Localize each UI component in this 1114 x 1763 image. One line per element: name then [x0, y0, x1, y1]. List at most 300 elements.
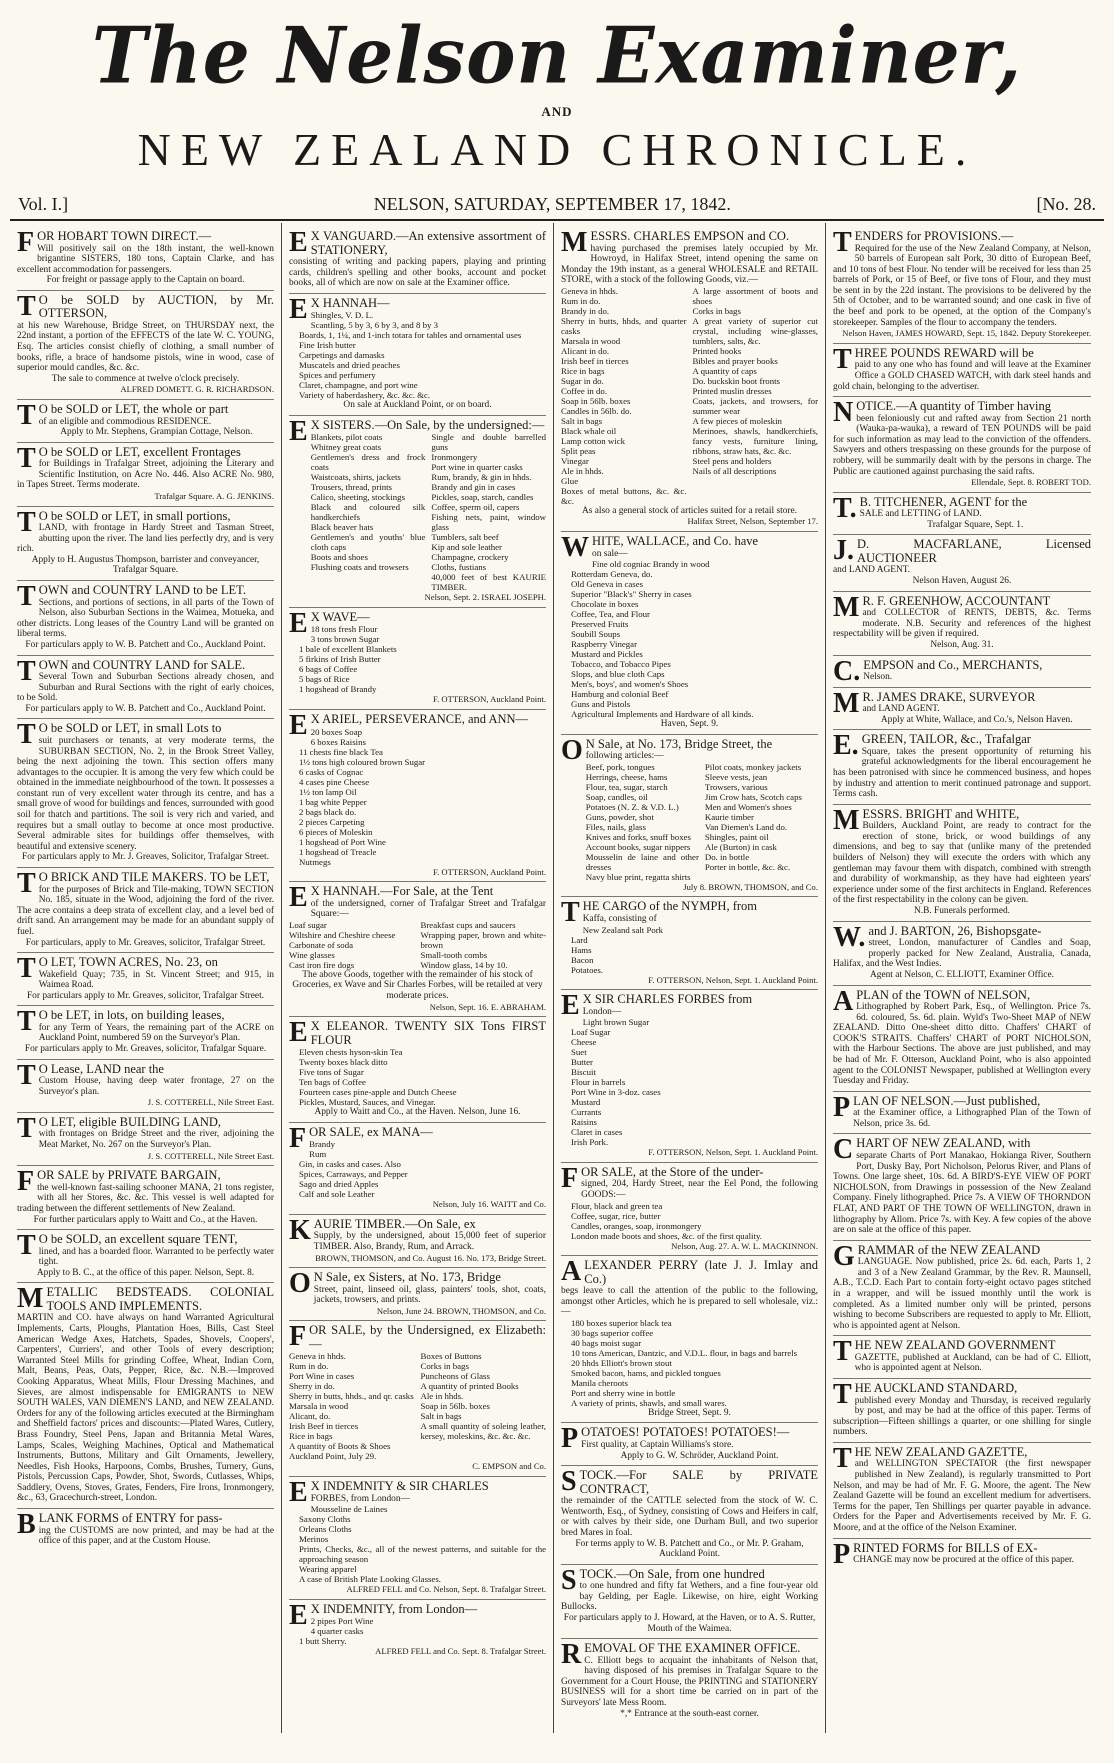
ad-headline: TO be LET, in lots, on building leases, [17, 1006, 225, 1038]
goods-item: 1 hogshead of Port Wine [299, 836, 386, 847]
advertisement [561, 897, 818, 990]
goods-item: Merinoes, shawls, handkerchiefs, fancy vests, furniture lining, ribbons, straw hats, &c. &c. [692, 425, 818, 456]
goods-item: Wine glasses [289, 949, 335, 960]
goods-item: Twenty boxes black ditto [299, 1057, 388, 1068]
goods-item: Pickles, Mustard, Sauces, and Vinegar. [299, 1097, 436, 1108]
goods-item: Smoked bacon, hams, and pickled tongues [571, 1367, 721, 1378]
goods-item: Nails of all descriptions [692, 465, 777, 476]
advertisement [833, 344, 1091, 397]
goods-list [299, 1616, 546, 1646]
ad-headline: PRINTED FORMS for BILLS of EX- [833, 1538, 1038, 1570]
ad-note: For particulars apply to J. Howard, at the Haven, or to A. S. Rutter, Mouth of the Waimea. [563, 1613, 816, 1634]
ad-headline: EX SISTERS.—On Sale, by the undersigned:— [289, 415, 545, 447]
goods-item: Bacon [571, 954, 594, 965]
goods-item: Men's, boys', and women's Shoes [571, 679, 689, 690]
ad-body: SALE and LETTING of LAND. [859, 509, 982, 520]
goods-item: Salt in bags [420, 1411, 462, 1422]
advertisement [17, 1230, 274, 1283]
goods-item: Five tons of Sugar [299, 1067, 364, 1078]
ad-signature: C. EMPSON and Co. [472, 1461, 546, 1472]
ad-headline: KAURIE TIMBER.—On Sale, ex [289, 1214, 476, 1246]
goods-item: 10 tons American, Dantzic, and V.D.L. flour, in bags and barrels [571, 1347, 798, 1358]
ad-body: at the Examiner office, a Lithographed Plan of the Town of Nelson, price 3s. 6d. [853, 1108, 1091, 1129]
goods-item: 6 bags of Coffee [299, 664, 358, 675]
ad-headline: METALLIC BEDSTEADS. COLONIAL TOOLS AND IMPLEMENTS. [17, 1283, 274, 1315]
goods-item: Flour in barrels [571, 1077, 626, 1088]
goods-item: Rice in bags [289, 1431, 333, 1442]
goods-item: 30 bags superior coffee [571, 1327, 654, 1338]
goods-item: Cheese [571, 1037, 597, 1048]
goods-item: A variety of prints, shawls, and small wares. [571, 1397, 727, 1408]
ad-signature: Nelson Haven, JAMES HOWARD, Sept. 15, 1842. Deputy Storekeeper. [842, 328, 1091, 339]
goods-item: Butter [571, 1057, 593, 1068]
advertisement [833, 688, 1091, 731]
ad-body: the well-known fast-sailing schooner MANA, 21 tons register, with all her Stores, &c. &c. This vessel is well adapted for trading between the different settlements of New Zealand. [17, 1182, 274, 1214]
ad-headline: THE NEW ZEALAND GOVERNMENT [833, 1336, 1056, 1368]
goods-list [571, 1318, 818, 1408]
goods-list [421, 1351, 547, 1461]
column-2 [282, 223, 554, 1733]
goods-item: Boards, 1, 1¼, and 1-inch totara for tables and ornamental uses [299, 330, 522, 341]
ad-body: suit purchasers or tenants, at very moderate terms, the SUBURBAN SECTION, No. 2, in the Brook Street Valley, being the next adjoining the town. This section offers many advantages to the occupier. It is among the very few which could be obtained in the immediate neighbourhood of the town. It possesses a constant run of very excellent water through its centre, and has a small grove of wood for buildings and fences, surrounded with good soil for thatch and partitions. The soil is very rich and varied, and requires but a small outlay to become at once most productive. Several admirable sites for buildings offer themselves, with beautiful and extensive scenery. [17, 735, 274, 852]
goods-item: Wiltshire and Cheshire cheese [289, 929, 396, 940]
ad-note: For particulars apply to Mr. Greaves, solicitor, Trafalgar Street. [26, 990, 265, 1001]
goods-item: Port wine in quarter casks [431, 462, 523, 473]
goods-item: Claret, champagne, and port wine [299, 380, 418, 391]
dateline [10, 194, 1104, 221]
ad-headline: TOWN and COUNTRY LAND to be LET. [17, 581, 246, 613]
ad-body: MARTIN and CO. have always on hand Warranted Agricultural Implements, Carts, Ploughs, Plantation Hoes, Bills, Cast Steel American Wedge Axes, Hatchets, Spades, Shovels, Coopers', Carpenters', Curriers', and other Tools of every description; Warranted Steel Mills for grinding Coffee, Wheat, Indian Corn, Malt, Beans, Peas, Oats, Pepper, Rice, &c. N.B.—Improved Cooking Apparatus, Wheat Mills, Flour Dressing Machines, and Sieves, are almost indispensable for EMIGRANTS to NEW SOUTH WALES, VAN DIEMEN'S LAND, and NEW ZEALAND. Orders for any of the following articles executed at the Birmingham and Sheffield factors' prices and discounts:—Plated Wares, Cutlery, Brass Foundry, Steel Pens, Japan and Britannia Metal Wares, Lamps, Scales, Weighing Machines, Optical and Mathematical Instruments, Buttons, Military and Gilt Ornaments, Jewellery, Needles, Fish Hooks, Harpoons, Combs, Brushes, Turnery, Guns, Pistols, Percussion Caps, Powder, Shot, Swords, Cutlasses, Whips, Saddlery, Ovens, Stoves, Grates, Fenders, Fire Irons, Ironmongery, &c., 63, Gracechurch-street, London. [17, 1313, 274, 1504]
ad-headline: REMOVAL OF THE EXAMINER OFFICE. [561, 1639, 801, 1671]
goods-item: Do. in bottle [704, 851, 750, 862]
advertisement [833, 592, 1091, 656]
ad-headline: EX WAVE— [289, 607, 370, 639]
goods-item: Blankets, pilot coats [310, 432, 383, 443]
goods-item: Raisins [571, 1117, 597, 1128]
goods-item: 3 tons brown Sugar [310, 634, 380, 645]
ad-note: Apply to H. Augustus Thompson, barrister and conveyancer, Trafalgar Square. [31, 554, 260, 576]
advertisement [289, 1215, 546, 1268]
goods-item: Sugar in do. [561, 375, 604, 386]
advertisement [833, 656, 1091, 688]
goods-item: Breakfast cups and saucers [420, 919, 516, 930]
goods-item: Glue [561, 475, 579, 486]
ad-headline: MR. JAMES DRAKE, SURVEYOR [833, 687, 1036, 719]
ad-note: For terms apply to W. B. Patchett and Co., or Mr. P. Graham, Auckland Point. [575, 1538, 804, 1560]
advertisement [833, 986, 1091, 1092]
goods-item: Port Wine in cases [289, 1371, 355, 1382]
ad-body: signed, 204, Hardy Street, near the Eel Pond, the following GOODS:— [581, 1179, 818, 1200]
goods-item: Gin, in casks and cases. Also [299, 1159, 401, 1170]
advertisement [833, 227, 1091, 344]
ad-headline: GRAMMAR of the NEW ZEALAND [833, 1240, 1041, 1272]
goods-item: Calico, sheeting, stockings [310, 492, 405, 503]
advertisement [289, 1477, 546, 1600]
ad-note: Trafalgar Square, Sept. 1. [927, 519, 1024, 530]
ad-signature: J. S. COTTERELL, Nile Street East. [147, 1097, 274, 1108]
goods-item: Printed muslin dresses [692, 385, 772, 396]
ad-headline: MR. F. GREENHOW, ACCOUNTANT [833, 591, 1051, 623]
advertisement [561, 735, 818, 898]
ad-signature: ALFRED FELL and Co. Nelson, Sept. 8. Trafalgar Street. [346, 1584, 546, 1595]
ad-note: Agent at Nelson, C. ELLIOTT, Examiner Office. [870, 969, 1054, 980]
ad-headline: TO BRICK AND TILE MAKERS. TO be LET, [17, 868, 270, 900]
goods-item: Potatoes. [571, 964, 604, 975]
goods-item: Account books, sugar nippers [585, 841, 691, 852]
goods-item: 20 boxes Soap [310, 726, 362, 737]
goods-item: Biscuit [571, 1067, 596, 1078]
goods-item: Single and double barrelled guns [431, 432, 546, 453]
goods-item: Coffee, sperm oil, capers [431, 502, 520, 513]
volume-label: Vol. I.] [18, 194, 69, 214]
goods-item: Porter in bottle, &c. &c. [704, 861, 791, 872]
ad-headline: EX ARIEL, PERSEVERANCE, and ANN— [289, 710, 529, 742]
ad-body: street, London, manufacturer of Candles and Soap, properly packed for New Zealand, Australia, Canada, Halifax, and the West Indies. [833, 938, 1091, 970]
goods-item: Wearing apparel [299, 1564, 357, 1575]
ad-headline: TOWN and COUNTRY LAND for SALE. [17, 655, 246, 687]
goods-item: A case of British Plate Looking Glasses. [299, 1574, 441, 1585]
goods-list [571, 1201, 818, 1241]
columns [10, 223, 1104, 1733]
goods-item: Agricultural Implements and Hardware of all kinds. [571, 709, 754, 720]
column-4 [826, 223, 1098, 1733]
goods-item: Corks in bags [692, 305, 741, 316]
goods-item: Manila cheroots [571, 1377, 628, 1388]
ad-headline: THE NEW ZEALAND GAZETTE, [833, 1442, 1028, 1474]
ad-note: The above Goods, together with the remainder of his stock of Groceries, ex Wave and Sir Charles Forbes, will be retailed at very moderate prices. [292, 969, 543, 1002]
advertisement [17, 953, 274, 1006]
ad-note: Apply to G. W. Schröder, Auckland Point. [620, 1450, 779, 1461]
ad-headline: POTATOES! POTATOES! POTATOES!— [561, 1423, 790, 1455]
goods-columns [586, 762, 818, 882]
goods-item: Fishing nets, paint, window glass [431, 512, 546, 533]
ad-body: Will positively sail on the 18th instant, the well-known brigantine SISTERS, 180 tons, Captain Clarke, and has excellent accommodation for passengers. [17, 243, 274, 275]
goods-item: Kaurie timber [704, 811, 754, 822]
ad-headline: C.EMPSON and Co., MERCHANTS, [833, 655, 1043, 687]
ad-signature: Trafalgar Square. A. G. JENKINS. [154, 491, 274, 501]
goods-item: Soubill Soups [571, 629, 621, 640]
goods-item: Navy blue print, regatta shirts [585, 871, 691, 882]
goods-item: 5 firkins of Irish Butter [299, 654, 381, 665]
ad-body: lined, and has a boarded floor. Warranted to be perfectly water tight. [38, 1246, 274, 1268]
ad-headline: FOR SALE, by the Undersigned, ex Elizabeth:— [289, 1321, 546, 1353]
newspaper-subtitle: NEW ZEALAND CHRONICLE. [137, 124, 977, 175]
issue-number: [No. 28. [1036, 194, 1096, 214]
goods-item: Ten bags of Coffee [299, 1077, 366, 1088]
ad-body: having purchased the premises lately occupied by Mr. Howroyd, in Halifax Street, intend opening the same on Monday the 19th instant, as a general WHOLESALE and RETAIL STORE, with a stock of the following Goods, viz.— [561, 243, 818, 286]
ad-body: separate Charts of Port Manakao, Hokianga River, Southern Port, Dusky Bay, Port Nicholson, Pelorus River, and Plans of Towns. One large sheet, 10s. 6d. A BIRD'S-EYE VIEW OF PORT NICHOLSON, from Drawings in possession of the New Zealand Company. Finely lithographed. Price 7s. A VIEW OF THORNDON FLAT, AND PART OF THE TOWN OF WELLINGTON, drawn in lithography by Allom. Price 7s. with Key. A few copies of the above are on sale at the office of this paper. [833, 1150, 1091, 1236]
ad-headline: WHITE, WALLACE, and Co. have [561, 532, 759, 564]
goods-item: London made boots and shoes, &c. of the first quality. [571, 1230, 762, 1241]
ad-body: LAND, with frontage in Hardy Street and Tasman Street, abutting upon the river. The land lies perfectly dry, and is very rich. [17, 523, 274, 555]
ad-headline: THE AUCKLAND STANDARD, [833, 1379, 1018, 1411]
advertisement [833, 535, 1091, 591]
goods-item: Boxes of metal buttons, &c. &c. &c. [561, 485, 687, 506]
ad-headline: TO LET, eligible BUILDING LAND, [17, 1112, 222, 1144]
goods-item: Muscatels and dried peaches [299, 360, 400, 371]
ad-body: Custom House, having deep water frontage, 27 on the Surveyor's plan. [38, 1076, 274, 1097]
goods-item: Steel pens and holders [692, 455, 772, 466]
goods-item: Rum [309, 1149, 327, 1160]
ad-headline: EX HANNAH.—For Sale, at the Tent [289, 882, 494, 914]
goods-item: Bibles and prayer books [692, 355, 778, 366]
goods-item: Shingles, paint oil [704, 831, 769, 842]
goods-item: Spices and perfumery [299, 370, 376, 381]
goods-item: Window glass, 14 by 10. [420, 959, 508, 970]
goods-item: Candles, oranges, soap, ironmongery [571, 1220, 702, 1231]
goods-item: Split peas [561, 445, 596, 456]
goods-item: Brandy in do. [561, 305, 610, 316]
goods-item: Cast iron fire dogs [289, 959, 355, 970]
advertisement [17, 581, 274, 655]
goods-columns [289, 920, 546, 970]
ad-headline: EX VANGUARD.—An extensive assortment of STATIONERY, [289, 227, 546, 258]
ad-body: for any Term of Years, the remaining part of the ACRE on Auckland Point, numbered 59 on the Surveyor's Plan. [38, 1022, 274, 1044]
goods-item: Ale in hhds. [420, 1391, 464, 1402]
goods-item: Flour, tea, sugar, starch [585, 781, 668, 792]
goods-item: Black whale oil [561, 425, 617, 436]
advertisement [833, 1241, 1091, 1337]
ad-headline: TENDERS for PROVISIONS.— [833, 227, 1014, 258]
ad-body: LANGUAGE. Now published, price 2s. 6d. each, Parts 1, 2 and 3 of a New Zealand Grammar, by the Rev. R. Maunsell, A.B., T.C.D. Each Part to contain forty-eight octavo pages stitched in a wrapper, and will be issued monthly until the work is completed. As a limited number only will be printed, persons wishing to become Subscribers are requested to apply to Mr. Elliott, who is appointed agent at Nelson. [833, 1257, 1091, 1331]
goods-list [571, 559, 818, 719]
advertisement [561, 1163, 818, 1256]
goods-list [561, 286, 687, 506]
advertisement [561, 1423, 818, 1466]
ad-headline: MESSRS. CHARLES EMPSON and CO. [561, 227, 790, 258]
goods-item: A few pieces of moleskin [692, 415, 782, 426]
goods-item: A great variety of superior cut crystal, including wine-glasses, tumblers, salts, &c. [692, 315, 818, 346]
goods-item: Mustard and Pickles [571, 649, 643, 660]
goods-item: Black and coloured silk handkerchiefs [310, 502, 426, 523]
ad-body: London— [582, 1006, 622, 1017]
advertisement [17, 1509, 274, 1551]
goods-item: A small quantity of soleing leather, kersey, moleskins, &c. &c. &c. [420, 1421, 546, 1442]
ad-headline: ON Sale, at No. 173, Bridge Street, the [561, 734, 773, 766]
goods-item: Whitney great coats [310, 442, 382, 453]
goods-item: Pickles, soap, starch, candles [431, 492, 534, 503]
goods-item: Trousers, thread, prints [310, 482, 392, 493]
goods-item: 1½ tons high coloured brown Sugar [299, 756, 426, 767]
ad-body: FORBES, from London— [310, 1493, 410, 1504]
goods-item: Alicant, do. [289, 1411, 331, 1422]
goods-item: 40,000 feet of best KAURIE TIMBER. [431, 572, 546, 593]
goods-item: Coffee, sugar, rice, butter [571, 1210, 661, 1221]
goods-item: Boots and shoes [310, 552, 368, 563]
advertisement [289, 1321, 546, 1477]
goods-item: Scantling, 5 by 3, 6 by 3, and 8 by 3 [310, 320, 438, 331]
advertisement [561, 1565, 818, 1639]
ad-body: of the undersigned, corner of Trafalgar Street and Trafalgar Square:— [310, 898, 546, 920]
goods-item: Rum in do. [289, 1361, 329, 1372]
goods-item: Soap, candles, oil [585, 791, 648, 802]
goods-item: Fourteen cases pine-apple and Dutch Cheese [299, 1087, 457, 1098]
ad-headline: CHART OF NEW ZEALAND, with [833, 1134, 1031, 1166]
ad-signature: July 8. BROWN, THOMSON, and Co. [683, 881, 818, 892]
goods-item: Coffee, Tea, and Flour [571, 609, 650, 620]
goods-item: Van Diemen's Land do. [704, 821, 788, 832]
ad-body: and COLLECTOR of RENTS, DEBTS, &c. Terms moderate. N.B. Security and references of the highest respectability will be given if required. [833, 608, 1091, 640]
goods-item: Currants [571, 1107, 602, 1118]
goods-item: New Zealand salt Pork [582, 924, 664, 935]
advertisement [17, 507, 274, 581]
goods-list [431, 432, 546, 592]
goods-item: Eleven chests hyson-skin Tea [299, 1047, 403, 1058]
advertisement [833, 1539, 1091, 1570]
advertisement [289, 608, 546, 710]
ad-signature: Nelson, July 16. WAITT and Co. [432, 1199, 546, 1210]
ad-body: Wakefield Quay; 735, in St. Vincent Street; and 915, in Waimea Road. [38, 969, 274, 991]
ad-signature: ALFRED FELL and Co. Sept. 8. Trafalgar Street. [375, 1646, 546, 1657]
ad-note: Haven, Sept. 9. [660, 719, 719, 730]
goods-item: Lard [571, 934, 588, 945]
goods-list [586, 762, 699, 882]
advertisement [289, 294, 546, 416]
goods-item: Merinos [299, 1534, 329, 1545]
advertisement [833, 1443, 1091, 1539]
goods-item: Hams [571, 944, 592, 955]
ad-body: GAZETTE, published at Auckland, can be had of C. Elliott, who is appointed agent at Nelson. [854, 1352, 1091, 1374]
ad-body: Required for the use of the New Zealand Company, at Nelson, 50 barrels of European salt Pork, 30 ditto of European Beef, and 10 tons of best Flour. No tender will be received for less than 25 barrels of Pork, or 15 of Beef, or five tons of Flour, and they must be sent in by the 22d instant. The provisions to be delivered by the 5th of October, and to be warranted sound; and one cask in five of the beef and pork to be opened, at the option of the Company's storekeeper. Samples of the flour to accompany the tenders. [833, 243, 1091, 328]
goods-item: Superior "Black's" Sherry in cases [571, 589, 692, 600]
goods-item: 4 quarter casks [310, 1626, 364, 1637]
advertisement [17, 1113, 274, 1166]
goods-item: 1 bale of excellent Blankets [299, 644, 397, 655]
goods-item: 180 boxes superior black tea [571, 1317, 672, 1328]
goods-item: Variety of haberdashery, &c. &c. &c. [299, 390, 431, 401]
advertisement [561, 1466, 818, 1565]
goods-item: Sherry in do. [289, 1381, 335, 1392]
ad-note: On sale at Auckland Point, or on board. [343, 400, 492, 411]
goods-list [299, 1047, 546, 1107]
goods-list [289, 920, 415, 970]
advertisement [561, 227, 818, 532]
advertisement [17, 1006, 274, 1059]
ad-headline: EX INDEMNITY & SIR CHARLES [289, 1477, 489, 1509]
goods-item: Irish Pork. [571, 1137, 609, 1148]
goods-list [299, 310, 546, 400]
goods-item: Flushing coats and trowsers [310, 562, 409, 573]
ad-note: N.B. Funerals performed. [913, 906, 1011, 917]
ad-body: Sections, and portions of sections, in all parts of the Town of Nelson, also Suburban Sections in the Waimea, Motueka, and other districts. Long leases of the Country Land will be granted on liberal terms. [17, 597, 274, 640]
ad-signature: F. OTTERSON, Nelson, Sept. 1. Auckland Point. [648, 1147, 818, 1158]
goods-item: A large assortment of boots and shoes [692, 285, 818, 306]
goods-item: Guns, powder, shot [585, 811, 654, 822]
ad-headline: TO be SOLD or LET, excellent Frontages [17, 442, 241, 474]
goods-item: Herrings, cheese, hams [585, 771, 668, 782]
ad-signature: Nelson, Aug. 27. A. W. L. MACKINNON. [671, 1240, 818, 1251]
goods-item: Ironmongery [431, 452, 478, 463]
ad-body: Builders, Auckland Point, are ready to contract for the erection of stone, brick, or wood buildings of any dimensions, and beg to say that (unlike many of the pretended builders of Nelson) they will execute the orders with which any gentleman may favour them with dispatch, combined with strength and durability of workmanship, as they have had eighteen years' experience under some of the first architects in England. References of the first respectability in the colony can be given. [833, 821, 1091, 906]
advertisement [833, 730, 1091, 804]
goods-item: Coats, jackets, and trowsers, for summer wear [692, 395, 818, 416]
ad-headline: TO be SOLD, an excellent square TENT, [17, 1230, 238, 1262]
ad-body: Supply, by the undersigned, about 15,000 feet of superior TIMBER. Also, Brandy, Rum, and Arrack. [313, 1231, 546, 1252]
goods-item: Shingles, V. D. L. [310, 310, 374, 321]
goods-item: 20 hhds Elliott's brown stout [571, 1357, 672, 1368]
ad-headline: TO be SOLD or LET, in small portions, [17, 506, 231, 538]
goods-item: 6 pieces of Moleskin [299, 826, 373, 837]
masthead [10, 10, 1104, 176]
newspaper-title: The Nelson Examiner, [91, 10, 1023, 102]
advertisement [17, 400, 274, 443]
goods-item: Rum in do. [561, 295, 601, 306]
ad-note: Apply to B. C., at the office of this paper. Nelson, Sept. 8. [36, 1267, 255, 1278]
ad-headline: THE CARGO of the NYMPH, from [561, 897, 757, 929]
goods-item: Auckland Point, July 29. [289, 1451, 377, 1462]
ad-headline: MESSRS. BRIGHT and WHITE, [833, 804, 1020, 836]
goods-item: Sherry in butts, hhds, and quarter casks [561, 315, 687, 336]
goods-list [299, 727, 546, 867]
goods-item: Candles in 56lb. do. [561, 405, 632, 416]
advertisement [17, 443, 274, 507]
ad-note: For particulars apply to W. B. Patchett and Co., Auckland Point. [25, 703, 266, 714]
ad-headline: FOR SALE, at the Store of the under- [561, 1162, 764, 1194]
goods-item: Vinegar [561, 455, 589, 466]
goods-item: Slops, and blue cloth Caps [571, 669, 665, 680]
goods-item: Black beaver hats [310, 522, 374, 533]
issue-date: NELSON, SATURDAY, SEPTEMBER 17, 1842. [373, 194, 731, 214]
goods-list [421, 920, 547, 970]
ad-headline: THREE POUNDS REWARD will be [833, 343, 1034, 375]
goods-item: Old Geneva in cases [571, 579, 644, 590]
advertisement [289, 710, 546, 882]
goods-item: Gentlemen's and youths' blue cloth caps [310, 532, 426, 553]
advertisement [17, 1166, 274, 1230]
goods-item: 18 tons fresh Flour [310, 624, 378, 635]
ad-body: Several Town and Suburban Sections already chosen, and Suburban and Rural Sections with the right of early choices, to be Sold. [17, 672, 274, 704]
ad-note: For particulars, apply to Mr. Greaves, solicitor, Trafalgar Street. [25, 937, 266, 948]
ad-body: of an eligible and commodious RESIDENCE. [38, 416, 212, 427]
goods-item: Flour, black and green tea [571, 1200, 663, 1211]
ad-body: Street, paint, linseed oil, glass, painters' tools, shot, coats, jackets, trowsers, and prints. [313, 1284, 546, 1306]
ad-headline: W.and J. BARTON, 26, Bishopsgate- [833, 921, 1042, 953]
ad-headline: T.B. TITCHENER, AGENT for the [833, 492, 1028, 524]
goods-columns [311, 432, 546, 592]
ad-body: Square, takes the present opportunity of returning his grateful acknowledgments for the liberal encouragement he has been patronised with since he commenced business, and hopes by industry and attention to merit continued patronage and support. Terms cash. [833, 746, 1091, 800]
advertisement [289, 882, 546, 1017]
goods-list [571, 925, 818, 975]
goods-item: Printed books [692, 345, 742, 356]
goods-item: Rum, brandy, & gin in hhds. [431, 472, 532, 483]
goods-item: Saxony Cloths [299, 1514, 351, 1525]
goods-item: Files, nails, glass [585, 821, 646, 832]
goods-item: Rotterdam Geneva, do. [571, 569, 653, 580]
advertisement [561, 1256, 818, 1423]
goods-item: Corks in bags [420, 1361, 469, 1372]
ad-headline: BLANK FORMS of ENTRY for pass- [17, 1509, 223, 1541]
ad-body: begs leave to call the attention of the public to the following, amongst other Articles, which he is prepared to sell wholesale, viz.:— [561, 1286, 818, 1318]
goods-item: Alicant in do. [561, 345, 610, 356]
goods-item: Lamp cotton wick [561, 435, 626, 446]
goods-item: Puncheons of Glass [420, 1371, 490, 1382]
ad-note: For further particulars apply to Waitt and Co., at the Haven. [33, 1214, 258, 1225]
goods-item: Ale (Burton) in cask [704, 841, 777, 852]
goods-item: 5 bags of Rice [299, 674, 350, 685]
advertisement [289, 416, 546, 608]
ad-body: C. Elliott begs to acquaint the inhabitants of Nelson that, having disposed of his premises in Trafalgar Square to the Government for a Court House, the PRINTING and STATIONERY BUSINESS will for a short time be carried on in part of the Surveyors' late Mess Room. [561, 1655, 818, 1709]
goods-item: Boxes of Buttons [420, 1351, 482, 1362]
ad-body: following articles:— [585, 751, 664, 762]
ad-headline: FOR HOBART TOWN DIRECT.— [17, 227, 212, 258]
goods-item: 1 hogshead of Brandy [299, 684, 377, 695]
advertisement [17, 227, 274, 291]
goods-item: Soap in 56lb. boxes [561, 395, 631, 406]
ad-body: ing the CUSTOMS are now printed, and may be had at the office of this paper, and at the Custom House. [38, 1525, 274, 1547]
goods-item: Jim Crow hats, Scotch caps [704, 791, 802, 802]
goods-item: Salt in bags [561, 415, 603, 426]
goods-item: 4 cases pine Cheese [299, 776, 370, 787]
